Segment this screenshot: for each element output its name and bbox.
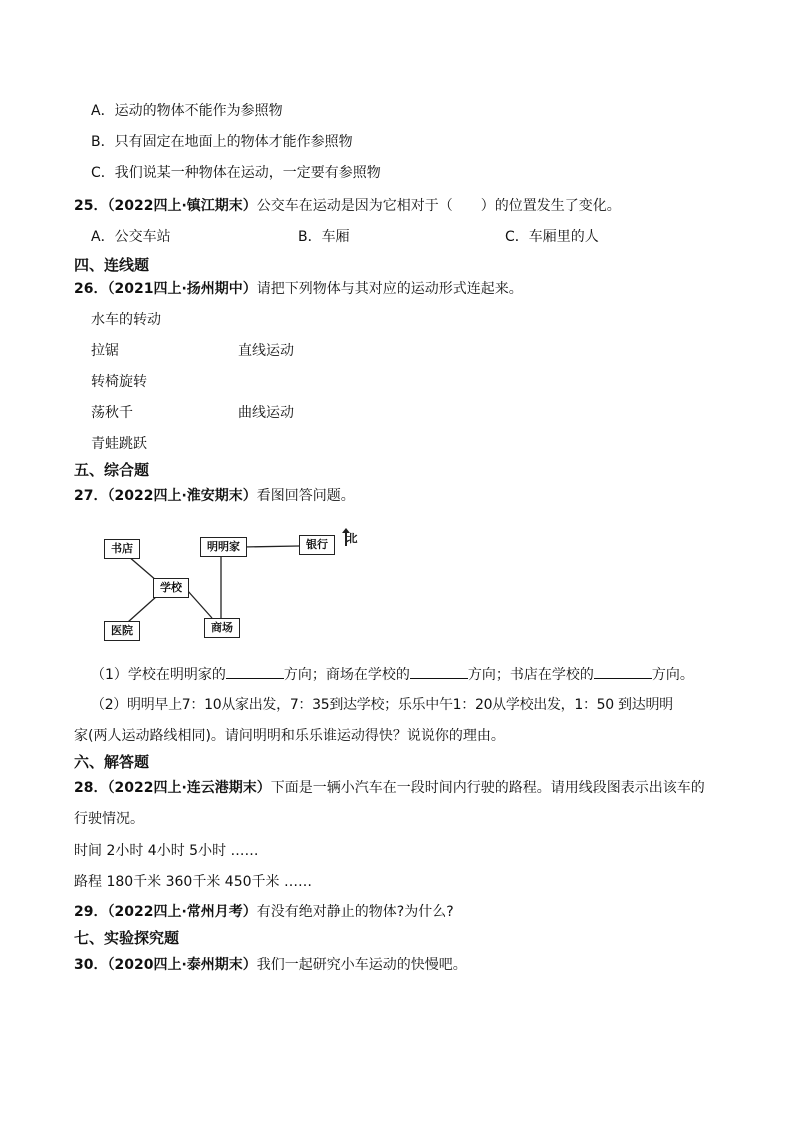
q28-stem-line1 — [74, 778, 705, 798]
north-indicator — [345, 530, 358, 546]
q27-sub2-line1: （2）明明早上7：10从家出发，7：35到达学校；乐乐中午1：20从学校出发，1：50 到达明明 — [91, 697, 673, 713]
q25-stem — [74, 196, 621, 216]
q26-motion: 曲线运动 — [238, 405, 294, 421]
question-text: 有没有绝对静止的物体?为什么? — [256, 904, 454, 920]
q26-object: 拉锯 — [91, 343, 119, 359]
section-heading: 六、解答题 — [74, 753, 150, 771]
question-source: （2022四上·淮安期末） — [107, 488, 257, 504]
q26-motion: 直线运动 — [238, 343, 294, 359]
q26-object: 水车的转动 — [91, 312, 161, 328]
question-source: （2020四上·泰州期末） — [107, 957, 257, 973]
section-heading: 五、综合题 — [74, 461, 150, 479]
map-node-home: 明明家 — [200, 537, 247, 557]
answer-blank — [594, 664, 652, 679]
question-number: 26． — [74, 281, 108, 297]
question-text: 看图回答问题。 — [256, 488, 355, 504]
q27-sub1-text: 方向。 — [651, 667, 694, 683]
answer-blank — [226, 664, 284, 679]
question-number: 30． — [74, 957, 108, 973]
question-source: （2022四上·镇江期末） — [107, 198, 257, 214]
q25-option-a: A．公交车站 — [91, 229, 171, 245]
q26-object: 荡秋千 — [91, 405, 133, 421]
q27-sub1-text: 方向；书店在学校的 — [467, 667, 594, 683]
q26-object: 转椅旋转 — [91, 374, 147, 390]
section-heading: 四、连线题 — [74, 256, 150, 274]
question-text: ）的位置发生了变化。 — [480, 198, 621, 214]
north-arrow-icon — [345, 532, 347, 546]
question-text: 请把下列物体与其对应的运动形式连起来。 — [256, 281, 523, 297]
question-source: （2022四上·常州月考） — [107, 904, 257, 920]
q28-distance-row: 路程 180千米 360千米 450千米 …… — [74, 874, 312, 890]
question-text: 公交车在运动是因为它相对于（ — [256, 198, 453, 214]
map-node-mall: 商场 — [204, 618, 240, 638]
q25-option-c: C．车厢里的人 — [505, 229, 599, 245]
q26-stem — [74, 279, 523, 299]
map-node-hospital: 医院 — [104, 621, 140, 641]
map-node-bookstore: 书店 — [104, 539, 140, 559]
location-map-diagram — [95, 526, 365, 644]
q27-sub1 — [91, 664, 694, 685]
north-label: 北 — [346, 532, 358, 545]
question-source: （2022四上·连云港期末） — [107, 780, 271, 796]
q27-stem — [74, 486, 355, 506]
question-number: 29． — [74, 904, 108, 920]
question-number: 25． — [74, 198, 108, 214]
question-number: 28． — [74, 780, 108, 796]
section-heading: 七、实验探究题 — [74, 929, 180, 947]
q28-time-row: 时间 2小时 4小时 5小时 …… — [74, 843, 259, 859]
q26-object: 青蛙跳跃 — [91, 436, 147, 452]
question-text: 下面是一辆小汽车在一段时间内行驶的路程。请用线段图表示出该车的 — [270, 780, 705, 796]
q24-option-b: B．只有固定在地面上的物体才能作参照物 — [91, 134, 353, 150]
q24-option-c: C．我们说某一种物体在运动，一定要有参照物 — [91, 165, 381, 181]
q29-stem — [74, 902, 454, 922]
q27-sub1-text: （1）学校在明明家的 — [91, 667, 226, 683]
question-source: （2021四上·扬州期中） — [107, 281, 257, 297]
q30-stem — [74, 955, 467, 975]
q25-option-b: B．车厢 — [298, 229, 350, 245]
map-node-bank: 银行 — [299, 535, 335, 555]
q27-sub1-text: 方向；商场在学校的 — [283, 667, 410, 683]
answer-blank — [410, 664, 468, 679]
map-node-school: 学校 — [153, 578, 189, 598]
q28-stem-line2: 行驶情况。 — [74, 811, 144, 827]
question-text: 我们一起研究小车运动的快慢吧。 — [256, 957, 467, 973]
q27-sub2-line2: 家(两人运动路线相同)。请问明明和乐乐谁运动得快？说说你的理由。 — [74, 728, 505, 744]
question-number: 27． — [74, 488, 108, 504]
q24-option-a: A．运动的物体不能作为参照物 — [91, 103, 283, 119]
